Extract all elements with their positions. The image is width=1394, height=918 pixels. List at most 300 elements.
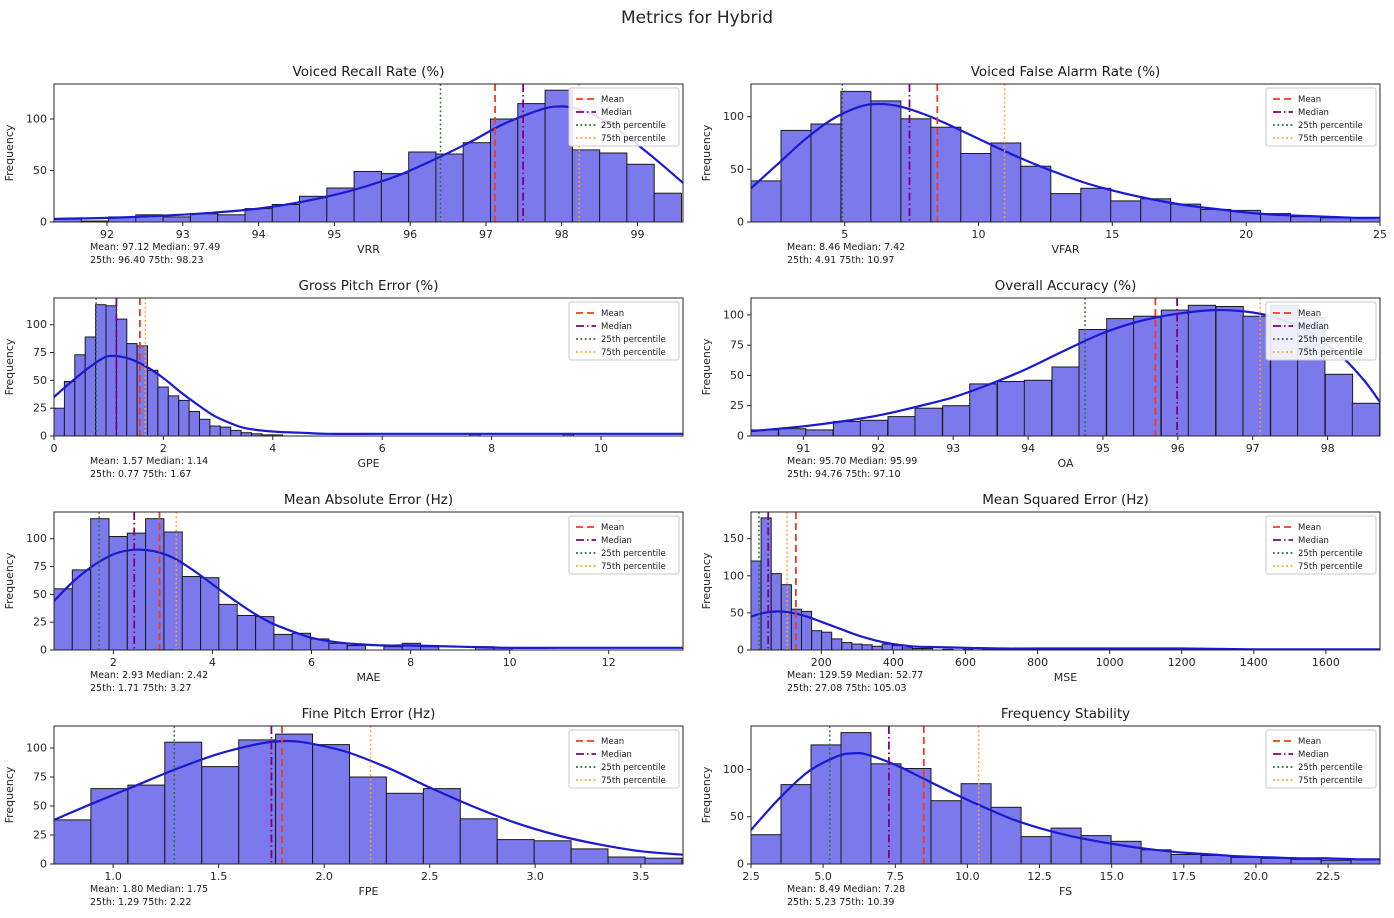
y-tick-label: 0 — [40, 643, 47, 657]
x-tick-label: 96 — [1170, 442, 1185, 455]
histogram-bar — [329, 643, 347, 650]
x-tick-label: 3.0 — [526, 870, 544, 883]
legend-item-label: 25th percentile — [601, 549, 666, 559]
legend-item-label: 75th percentile — [1298, 134, 1363, 144]
x-tick-label: 3.5 — [632, 870, 650, 883]
x-tick-label: 10.0 — [955, 870, 980, 883]
x-tick-label: 17.5 — [1171, 870, 1197, 883]
histogram-bar — [128, 785, 165, 864]
x-tick-label: 200 — [810, 656, 832, 669]
legend-item-label: Mean — [1298, 309, 1322, 319]
histogram-bar — [822, 632, 832, 650]
x-tick-label: 97 — [479, 228, 493, 241]
x-tick-label: 98 — [1320, 442, 1335, 455]
histogram-bar — [781, 585, 791, 650]
y-tick-label: 0 — [737, 429, 744, 443]
legend-item-label: 25th percentile — [601, 335, 666, 345]
y-tick-label: 100 — [723, 308, 744, 322]
y-tick-label: 100 — [26, 741, 47, 755]
chart-canvas-fs — [697, 702, 1394, 916]
histogram-bar — [231, 430, 241, 436]
histogram-bar — [1291, 859, 1321, 864]
histogram-bar — [1321, 860, 1351, 864]
x-tick-label: 1000 — [1095, 656, 1124, 669]
x-tick-label: 6 — [378, 442, 386, 455]
y-tick-label: 150 — [723, 532, 744, 546]
x-tick-label: 93 — [946, 442, 961, 455]
legend-item-label: Mean — [601, 309, 625, 319]
x-tick-label: 8 — [407, 656, 415, 669]
y-axis-label: Frequency — [700, 552, 713, 610]
y-tick-label: 25 — [33, 401, 47, 415]
y-tick-label: 100 — [723, 569, 744, 583]
y-tick-label: 75 — [33, 560, 47, 573]
y-tick-label: 0 — [737, 643, 744, 657]
x-tick-label: 12 — [601, 656, 616, 669]
histogram-bar — [842, 643, 852, 650]
histogram-bar — [862, 645, 872, 650]
y-axis-label: Frequency — [700, 766, 713, 824]
histogram-bar — [200, 419, 210, 436]
histogram-bar — [189, 412, 199, 437]
histogram-bar — [872, 646, 882, 650]
histogram-bar — [182, 577, 200, 651]
legend-item-label: 75th percentile — [601, 134, 666, 144]
y-axis-label: Frequency — [3, 124, 16, 182]
x-tick-label: 94 — [1021, 442, 1036, 455]
x-tick-label: 92 — [100, 228, 114, 241]
histogram-bar — [888, 417, 915, 436]
x-tick-label: 91 — [796, 442, 811, 455]
legend-item-label: Median — [1298, 750, 1329, 760]
histogram-bar — [806, 430, 833, 436]
histogram-bar — [409, 152, 436, 222]
histogram-bar — [600, 153, 627, 222]
x-tick-label: 2.0 — [315, 870, 333, 883]
histogram-bar — [201, 578, 219, 650]
y-tick-label: 50 — [33, 587, 47, 601]
y-tick-label: 75 — [730, 338, 744, 352]
legend — [1266, 88, 1376, 146]
legend-item-label: Median — [1298, 108, 1329, 118]
histogram-bar — [534, 841, 571, 864]
histogram-bar — [1081, 188, 1111, 222]
histogram-bar — [832, 639, 842, 650]
histogram-bar — [1201, 856, 1231, 865]
histogram-bar — [915, 408, 942, 436]
histogram-bar — [811, 745, 841, 864]
histogram-bar — [1261, 858, 1291, 864]
histogram-bar — [781, 130, 811, 222]
legend-item-label: Median — [601, 750, 632, 760]
histogram-bar — [1134, 316, 1161, 436]
x-tick-label: 2.5 — [742, 870, 760, 883]
y-tick-label: 100 — [723, 110, 744, 124]
legend-item-label: Median — [1298, 322, 1329, 332]
x-tick-label: 5 — [841, 228, 849, 241]
y-tick-label: 0 — [737, 215, 744, 229]
y-tick-label: 0 — [40, 857, 47, 871]
histogram-bar — [833, 422, 860, 437]
chart-canvas-mae — [0, 488, 697, 702]
y-axis-label: Frequency — [3, 766, 16, 824]
x-tick-label: 800 — [1027, 656, 1049, 669]
histogram-bar — [1111, 201, 1141, 222]
histogram-bar — [386, 793, 423, 864]
histogram-bar — [237, 616, 255, 651]
histogram-bar — [256, 617, 274, 650]
histogram-bar — [497, 840, 534, 864]
legend — [569, 302, 679, 360]
histogram-bar — [96, 305, 106, 436]
x-axis-label: OA — [1057, 457, 1074, 470]
legend-item-label: 75th percentile — [601, 562, 666, 572]
y-tick-label: 0 — [737, 857, 744, 871]
histogram-bar — [751, 835, 781, 864]
legend-item-label: 75th percentile — [601, 348, 666, 358]
histogram-bar — [1352, 403, 1379, 436]
legend-item-label: Median — [601, 108, 632, 118]
histogram-bar — [148, 370, 158, 436]
legend-item-label: Mean — [601, 737, 625, 747]
histogram-bar — [1161, 310, 1188, 436]
legend-item-label: 25th percentile — [1298, 335, 1363, 345]
subplot-gpe — [0, 274, 697, 488]
histogram-bar — [116, 319, 126, 436]
histogram-bar — [72, 570, 90, 650]
subplot-fpe — [0, 702, 697, 916]
histogram-bar — [1024, 380, 1051, 436]
histogram-bar — [1325, 374, 1352, 436]
x-tick-label: 400 — [882, 656, 904, 669]
histogram-bar — [91, 789, 128, 864]
histogram-bar — [1052, 367, 1079, 436]
x-tick-label: 1.5 — [209, 870, 228, 883]
histogram-bar — [871, 764, 901, 864]
x-tick-label: 1600 — [1311, 656, 1340, 669]
subplot-title: Frequency Stability — [1000, 706, 1131, 722]
stats-text-line2: 25th: 1.71 75th: 3.27 — [90, 683, 192, 694]
subplot-vrr — [0, 60, 697, 274]
subplot-title: Overall Accuracy (%) — [994, 278, 1137, 294]
y-tick-label: 50 — [730, 162, 744, 176]
y-tick-label: 50 — [33, 799, 47, 813]
stats-text-line2: 25th: 96.40 75th: 98.23 — [90, 255, 204, 266]
subplot-vfar — [697, 60, 1394, 274]
histogram-bar — [852, 644, 862, 650]
x-tick-label: 1400 — [1239, 656, 1268, 669]
histogram-bar — [210, 426, 220, 436]
x-tick-label: 6 — [308, 656, 315, 669]
histogram-bar — [163, 217, 190, 222]
x-tick-label: 10 — [971, 228, 986, 241]
histogram-bar — [85, 337, 95, 436]
y-tick-label: 50 — [33, 164, 47, 177]
histogram-bar — [179, 400, 189, 436]
histogram-bar — [239, 740, 276, 864]
x-axis-label: VRR — [357, 243, 380, 256]
legend-item-label: 75th percentile — [1298, 562, 1363, 572]
y-tick-label: 0 — [40, 429, 47, 443]
histogram-bar — [168, 396, 178, 436]
x-tick-label: 98 — [554, 228, 569, 241]
histogram-bar — [841, 91, 871, 222]
legend-item-label: Mean — [601, 95, 625, 105]
legend — [569, 730, 679, 788]
x-tick-label: 25 — [1373, 228, 1387, 241]
histogram-bar — [871, 101, 901, 222]
y-tick-label: 100 — [26, 112, 47, 126]
x-tick-label: 5.0 — [814, 870, 832, 883]
stats-text-line2: 25th: 5.23 75th: 10.39 — [787, 897, 895, 908]
legend-item-label: 75th percentile — [1298, 348, 1363, 358]
x-tick-label: 4 — [269, 442, 277, 455]
legend-item-label: 75th percentile — [601, 776, 666, 786]
y-tick-label: 100 — [723, 763, 744, 776]
histogram-bar — [931, 801, 961, 864]
y-tick-label: 0 — [40, 215, 47, 229]
legend-item-label: Mean — [1298, 95, 1322, 105]
x-tick-label: 12.5 — [1027, 870, 1052, 883]
x-tick-label: 10 — [502, 656, 517, 669]
legend-item-label: Mean — [1298, 523, 1322, 533]
legend-item-label: 25th percentile — [1298, 121, 1363, 131]
histogram-bar — [572, 150, 599, 222]
histogram-bar — [54, 820, 91, 864]
histogram-bar — [106, 306, 116, 436]
histogram-bars — [54, 305, 574, 436]
histogram-bar — [218, 215, 245, 222]
histogram-bar — [997, 382, 1024, 437]
histogram-bar — [943, 406, 970, 436]
x-tick-label: 15.0 — [1099, 870, 1124, 883]
x-tick-label: 92 — [871, 442, 886, 455]
histogram-bar — [961, 784, 991, 864]
histogram-bar — [627, 164, 654, 222]
histogram-bar — [901, 769, 931, 865]
histogram-bar — [158, 387, 168, 436]
legend — [1266, 302, 1376, 360]
stats-text-line2: 25th: 4.91 75th: 10.97 — [787, 255, 895, 266]
histogram-bar — [882, 644, 892, 650]
subplot-mse — [697, 488, 1394, 702]
subplot-title: Voiced Recall Rate (%) — [292, 64, 445, 80]
x-axis-label: FPE — [358, 885, 379, 898]
stats-text-line1: Mean: 129.59 Median: 52.77 — [787, 670, 924, 681]
legend-item-label: 25th percentile — [1298, 549, 1363, 559]
legend-item-label: Median — [601, 322, 632, 332]
y-tick-label: 100 — [26, 318, 47, 332]
chart-canvas-fpe — [0, 702, 697, 916]
x-tick-label: 2 — [159, 442, 167, 455]
histogram-bar — [220, 427, 230, 436]
y-axis-label: Frequency — [3, 338, 16, 396]
stats-text-line2: 25th: 1.29 75th: 2.22 — [90, 897, 192, 908]
y-tick-label: 25 — [730, 399, 744, 413]
x-tick-label: 97 — [1245, 442, 1260, 455]
legend-item-label: 75th percentile — [1298, 776, 1363, 786]
y-tick-label: 25 — [33, 615, 47, 629]
stats-text-line1: Mean: 8.46 Median: 7.42 — [787, 242, 906, 253]
legend-item-label: 25th percentile — [601, 763, 666, 773]
histogram-bar — [751, 181, 781, 222]
histogram-bar — [54, 408, 64, 436]
x-tick-label: 2 — [109, 656, 117, 669]
histogram-bar — [1051, 194, 1081, 222]
histogram-bar — [313, 745, 350, 864]
histogram-bar — [460, 819, 497, 864]
histogram-bar — [463, 143, 490, 222]
x-tick-label: 1.0 — [104, 870, 122, 883]
histogram-bars — [54, 519, 512, 650]
x-tick-label: 10 — [594, 442, 608, 455]
histogram-bar — [901, 119, 931, 222]
x-tick-label: 0 — [50, 442, 58, 455]
histogram-bar — [645, 858, 682, 864]
x-tick-label: 94 — [251, 228, 266, 241]
histogram-bar — [354, 172, 381, 223]
histogram-bar — [423, 789, 460, 864]
histogram-bar — [1188, 305, 1215, 436]
x-tick-label: 600 — [955, 656, 976, 669]
histogram-bar — [654, 193, 681, 222]
x-tick-label: 8 — [488, 442, 496, 455]
histogram-bar — [146, 519, 164, 650]
stats-text-line2: 25th: 27.08 75th: 105.03 — [787, 683, 907, 694]
x-tick-label: 7.5 — [886, 870, 905, 883]
legend-item-label: Mean — [1298, 737, 1322, 747]
histogram-bar — [860, 420, 887, 436]
histogram-bar — [202, 767, 239, 864]
legend — [569, 88, 679, 146]
y-tick-label: 50 — [730, 369, 744, 382]
histogram-bar — [164, 532, 182, 650]
histogram-bar — [761, 518, 771, 650]
histogram-bar — [812, 631, 822, 650]
x-axis-label: GPE — [357, 457, 380, 470]
x-axis-label: VFAR — [1051, 243, 1080, 256]
chart-canvas-oa — [697, 274, 1394, 488]
histogram-bar — [571, 849, 608, 864]
y-tick-label: 50 — [33, 373, 47, 387]
histogram-bar — [608, 857, 645, 864]
histogram-bar — [1171, 855, 1201, 865]
histogram-bar — [1021, 837, 1051, 864]
legend — [1266, 516, 1376, 574]
histogram-bar — [961, 154, 991, 223]
histogram-bar — [991, 143, 1021, 222]
subplot-title: Gross Pitch Error (%) — [298, 278, 439, 294]
y-tick-label: 50 — [730, 606, 744, 620]
histogram-bar — [1021, 166, 1051, 222]
y-tick-label: 100 — [26, 532, 47, 546]
x-tick-label: 2.5 — [420, 870, 439, 883]
subplot-title: Mean Squared Error (Hz) — [982, 492, 1149, 508]
stats-text-line1: Mean: 1.80 Median: 1.75 — [90, 884, 209, 895]
x-axis-label: FS — [1058, 885, 1073, 898]
x-tick-label: 95 — [327, 228, 342, 241]
histogram-bar — [219, 604, 237, 650]
y-axis-label: Frequency — [3, 552, 16, 610]
chart-canvas-vrr — [0, 60, 697, 274]
histogram-bar — [811, 124, 841, 222]
chart-canvas-mse — [697, 488, 1394, 702]
histogram-bar — [1107, 319, 1134, 436]
histogram-bar — [1291, 217, 1321, 222]
charts-grid — [0, 60, 1394, 916]
y-tick-label: 75 — [33, 346, 47, 359]
figure-title: Metrics for Hybrid — [620, 8, 774, 28]
chart-canvas-vfar — [697, 60, 1394, 274]
legend-item-label: Mean — [601, 523, 625, 533]
histogram-bar — [91, 519, 109, 650]
histogram-bar — [518, 104, 545, 222]
histogram-bar — [274, 634, 292, 650]
x-tick-label: 95 — [1095, 442, 1110, 455]
histogram-bar — [350, 777, 387, 864]
y-axis-label: Frequency — [700, 124, 713, 182]
histogram-bar — [781, 785, 811, 864]
legend-item-label: Median — [1298, 536, 1329, 546]
legend — [1266, 730, 1376, 788]
x-tick-label: 4 — [209, 656, 216, 669]
legend-item-label: 25th percentile — [1298, 763, 1363, 773]
stats-text-line1: Mean: 1.57 Median: 1.14 — [90, 456, 209, 467]
histogram-bar — [1216, 307, 1243, 437]
legend-item-label: Median — [601, 536, 632, 546]
stats-text-line2: 25th: 0.77 75th: 1.67 — [90, 469, 192, 480]
histogram-bar — [64, 382, 74, 437]
x-tick-label: 1200 — [1167, 656, 1196, 669]
chart-canvas-gpe — [0, 274, 697, 488]
histogram-bar — [1079, 330, 1106, 437]
histogram-bar — [545, 90, 572, 222]
y-tick-label: 50 — [730, 810, 744, 824]
stats-text-line1: Mean: 97.12 Median: 97.49 — [90, 242, 221, 253]
subplot-title: Mean Absolute Error (Hz) — [283, 492, 454, 508]
subplot-mae — [0, 488, 697, 702]
y-axis-label: Frequency — [700, 338, 713, 396]
stats-text-line1: Mean: 8.49 Median: 7.28 — [787, 884, 906, 895]
histogram-bar — [347, 646, 365, 651]
subplot-fs — [697, 702, 1394, 916]
y-tick-label: 75 — [33, 770, 47, 784]
stats-text-line2: 25th: 94.76 75th: 97.10 — [787, 469, 901, 480]
histogram-bar — [779, 429, 806, 436]
subplot-title: Voiced False Alarm Rate (%) — [970, 64, 1161, 80]
x-tick-label: 93 — [175, 228, 190, 241]
stats-text-line1: Mean: 2.93 Median: 2.42 — [90, 670, 209, 681]
x-axis-label: MAE — [356, 671, 381, 684]
x-tick-label: 22.5 — [1315, 870, 1341, 883]
histogram-bar — [75, 355, 85, 436]
legend-item-label: 25th percentile — [601, 121, 666, 131]
x-tick-label: 99 — [630, 228, 645, 241]
x-tick-label: 96 — [403, 228, 418, 241]
subplot-title: Fine Pitch Error (Hz) — [301, 706, 436, 722]
histogram-bars — [751, 518, 1300, 650]
y-tick-label: 25 — [33, 828, 47, 842]
x-tick-label: 20 — [1239, 228, 1254, 241]
histogram-bar — [970, 384, 997, 436]
subplot-oa — [697, 274, 1394, 488]
legend — [569, 516, 679, 574]
stats-text-line1: Mean: 95.70 Median: 95.99 — [787, 456, 918, 467]
histogram-bar — [931, 127, 961, 222]
x-axis-label: MSE — [1053, 671, 1078, 684]
x-tick-label: 20.0 — [1243, 870, 1269, 883]
x-tick-label: 15 — [1105, 228, 1120, 241]
